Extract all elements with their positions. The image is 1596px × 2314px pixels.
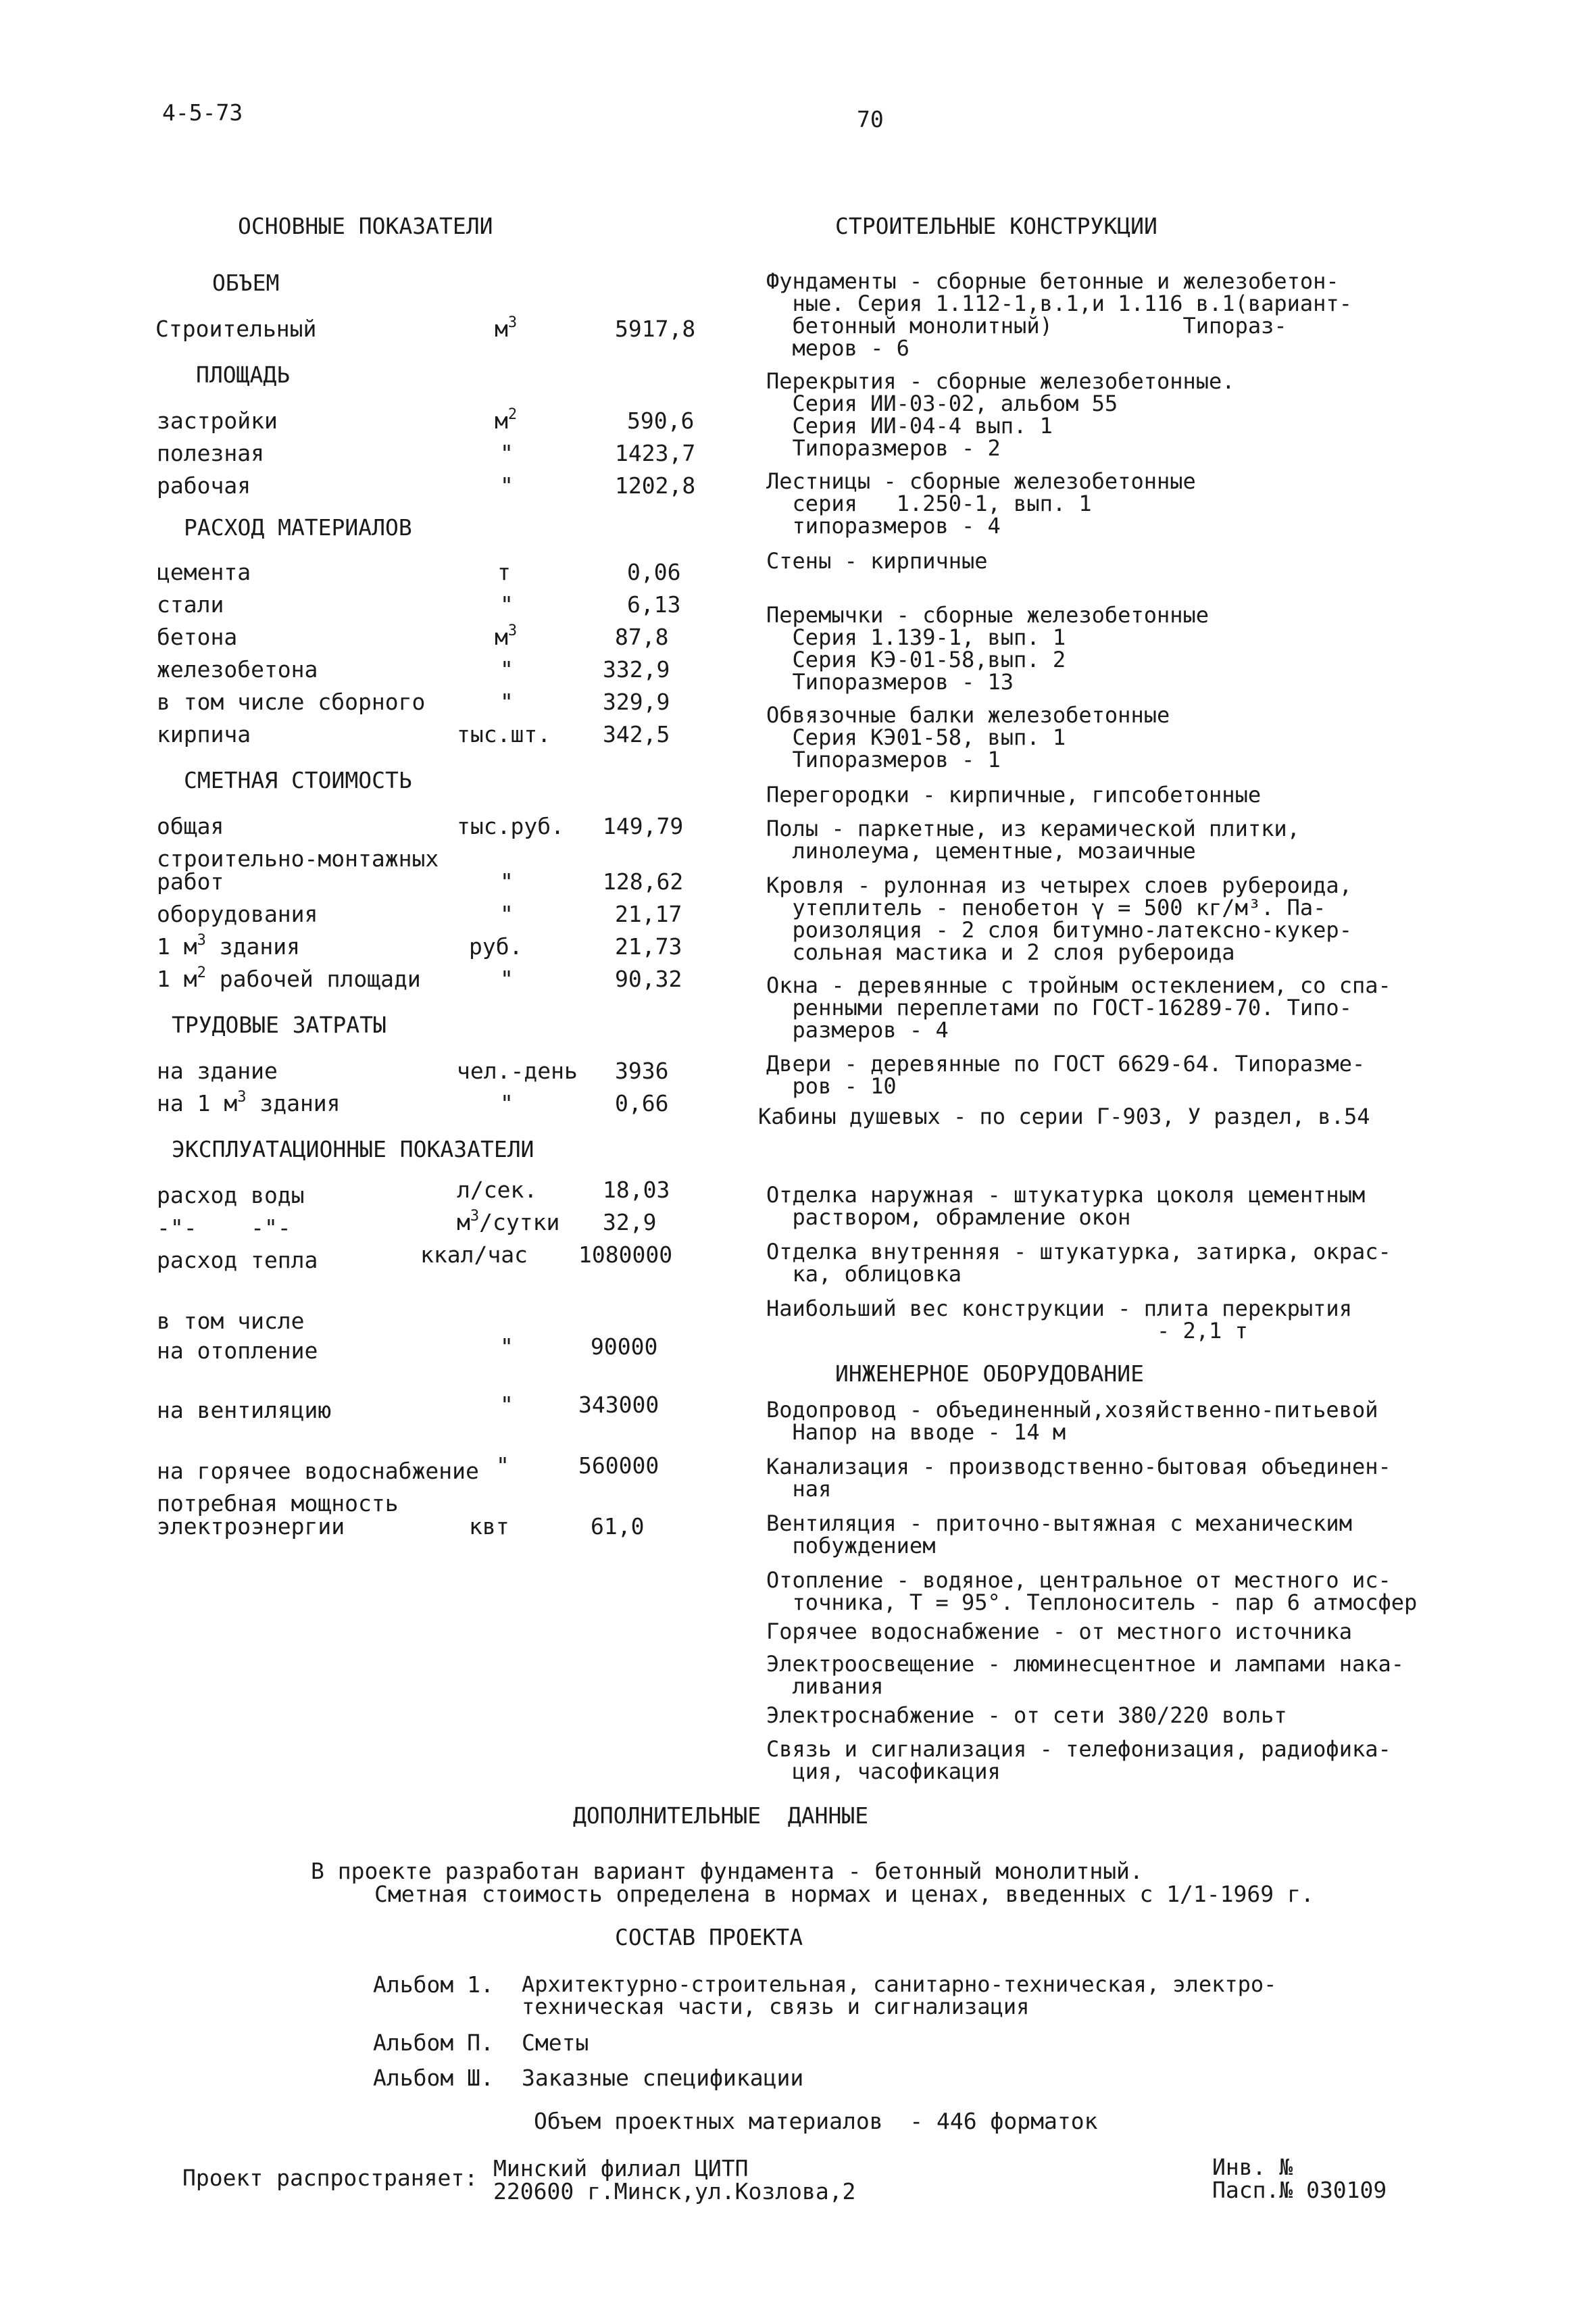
row-label: в том числе сборного [157,689,426,715]
row-label: кирпича [157,721,251,747]
row-value: 149,79 [603,813,684,839]
constr-doors: Двери - деревянные по ГОСТ 6629-64. Типоразме- ров - 10 [766,1051,1366,1099]
constr-beams: Обвязочные балки железобетонные Серия КЭ01-58, вып. 1 Типоразмеров - 1 [766,702,1170,772]
distributor-address: 220600 г.Минск,ул.Козлова,2 [493,2178,856,2205]
row-label: цемента [157,559,251,585]
row-value: 5917,8 [615,316,696,342]
row-label: на 1 $м^3$ здания [157,1089,341,1116]
row-label: на здание [157,1058,278,1084]
constr-floors: Перекрытия - сборные железобетонные. Серия ИИ-03-02, альбом 55 Серия ИИ-04-4 вып. 1 Типоразмеров - 2 [766,368,1235,461]
constr-stairs: Лестницы - сборные железобетонные серия 1.250-1, вып. 1 типоразмеров - 4 [766,468,1196,539]
row-unit: " [500,656,514,683]
volume-heading: ОБЪЕМ [212,270,280,296]
additional-line-1: В проекте разработан вариант фундамента - бетонный монолитный. [311,1858,1143,1884]
row-unit: " [500,966,514,992]
row-value: 343000 [578,1392,659,1418]
row-label: железобетона [157,656,318,683]
row-label: расход тепла [157,1247,318,1273]
album-label: Альбом П. [373,2029,494,2056]
row-label: рабочая [157,472,251,499]
labor-heading: ТРУДОВЫЕ ЗАТРАТЫ [172,1012,386,1038]
row-unit: руб. [469,933,523,960]
area-heading: ПЛОЩАДЬ [196,362,291,388]
constr-foundations: Фундаменты - сборные бетонные и железобетон- ные. Серия 1.112-1,в.1,и 1.116 в.1(вариант- бетонный монолитный) Типораз- меров - 6 [766,268,1352,361]
row-label: общая [157,813,224,839]
cost-heading: СМЕТНАЯ СТОИМОСТЬ [184,767,412,793]
additional-line-2: Сметная стоимость определена в нормах и ценах, введенных с 1/1-1969 г. [374,1881,1314,1907]
operation-heading: ЭКСПЛУАТАЦИОННЫЕ ПОКАЗАТЕЛИ [172,1136,534,1162]
eng-power: Электроснабжение - от сети 380/220 вольт [766,1702,1287,1728]
eng-ventilation: Вентиляция - приточно-вытяжная с механическим побуждением [766,1510,1352,1558]
row-unit: " [500,1090,514,1116]
row-label: в том числе [157,1308,305,1334]
row-value: 21,73 [615,933,682,960]
row-value: 1080000 [578,1241,673,1268]
row-value: 128,62 [603,868,684,895]
passport-number: Пасп.№ 030109 [1212,2177,1387,2203]
max-weight: Наибольший вес конструкции - плита перекрытия - 2,1 т [766,1296,1352,1344]
eng-communications: Связь и сигнализация - телефонизация, радиофика- ция, часофикация [766,1736,1391,1784]
row-value: 590,6 [627,408,695,434]
row-value: 90,32 [615,966,682,992]
row-value: 1423,7 [615,440,696,466]
row-label: бетона [157,624,238,650]
constr-partitions: Перегородки - кирпичные, гипсобетонные [766,782,1262,808]
row-unit: $м^3$ [495,622,518,650]
row-value: 21,17 [615,901,682,927]
eng-hot-water: Горячее водоснабжение - от местного источника [766,1619,1352,1644]
row-value: 0,66 [615,1090,669,1116]
left-title: ОСНОВНЫЕ ПОКАЗАТЕЛИ [238,213,493,239]
row-label: потребная мощность [157,1490,399,1517]
constr-flooring: Полы - паркетные, из керамической плитки, линолеума, цементные, мозаичные [766,816,1300,864]
materials-heading: РАСХОД МАТЕРИАЛОВ [184,514,412,541]
inventory-number: Инв. № [1212,2154,1293,2180]
row-value: 32,9 [603,1209,657,1235]
materials-volume: Объем проектных материалов - 446 форматок [534,2108,1098,2134]
row-unit: $м^2$ [495,406,518,434]
row-label: застройки [157,408,278,434]
page-number: 70 [857,106,884,132]
eng-heating: Отопление - водяное, центральное от местного ис- точника, Т = 95°. Теплоноситель - пар 6 атмосфер [766,1567,1418,1615]
row-unit: л/сек. [457,1177,538,1203]
engineering-title: ИНЖЕНЕРНОЕ ОБОРУДОВАНИЕ [835,1360,1144,1387]
constr-roof: Кровля - рулонная из четырех слоев рубероида, утеплитель - пенобетон γ = 500 кг/м³. Па- роизоляция - 2 слоя битумно-латексно-кукер- сольная мастика и 2 слоя рубероида [766,872,1352,965]
album-text: Сметы [522,2029,589,2056]
row-unit: " [500,689,514,715]
row-value: 342,5 [603,721,670,747]
row-value: 329,9 [603,689,670,715]
constr-lintels: Перемычки - сборные железобетонные Серия 1.139-1, вып. 1 Серия КЭ-01-58,вып. 2 Типоразмеров - 13 [766,602,1210,695]
row-value: 0,06 [627,559,681,585]
row-unit: " [500,472,514,499]
row-label: Строительный [155,316,317,342]
additional-title: ДОПОЛНИТЕЛЬНЫЕ ДАННЫЕ [573,1802,869,1829]
row-unit: т [497,559,511,585]
row-label: оборудования [157,901,318,927]
row-value: 6,13 [627,591,681,618]
row-unit: чел.-день [457,1058,578,1084]
doc-code: 4-5-73 [162,99,243,126]
row-unit: " [500,440,514,466]
row-label: 1 $м^3$ здания [157,932,300,960]
row-value: 18,03 [603,1177,670,1203]
row-label: на горячее водоснабжение [157,1458,479,1484]
row-unit: " [500,591,514,618]
row-label-cont: электроэнергии [157,1513,345,1540]
album-label: Альбом 1. [373,1971,494,1998]
finish-exterior: Отделка наружная - штукатурка цоколя цементным раствором, обрамление окон [766,1182,1366,1230]
row-value: 1202,8 [615,472,696,499]
constr-windows: Окна - деревянные с тройным остеклением, со спа- ренными переплетами по ГОСТ-16289-70. Типо- размеров - 4 [766,973,1391,1043]
row-unit: " [496,1452,509,1479]
row-label: -"- -"- [157,1214,291,1241]
row-unit: " [500,868,514,895]
album-text: Архитектурно-строительная, санитарно-техническая, электро- техническая части, связь и сигнализация [522,1971,1277,2019]
distributor-label: Проект распространяет: [182,2165,478,2191]
constr-showers: Кабины душевых - по серии Г-903, У раздел, в.54 [758,1104,1370,1129]
row-value: 87,8 [615,624,669,650]
row-value: 61,0 [591,1513,645,1540]
row-value: 332,9 [603,656,670,683]
row-label: 1 $м^2$ рабочей площади [157,964,421,992]
eng-water: Водопровод - объединенный,хозяйственно-питьевой Напор на вводе - 14 м [766,1397,1378,1445]
row-label-cont: на отопление [157,1337,318,1364]
row-label: полезная [157,440,264,466]
row-label: стали [157,591,224,618]
row-unit: $м^3$ [495,314,518,342]
row-unit: " [500,901,514,927]
row-value: 3936 [615,1058,669,1084]
composition-title: СОСТАВ ПРОЕКТА [615,1924,803,1950]
right-title: СТРОИТЕЛЬНЫЕ КОНСТРУКЦИИ [835,213,1157,239]
finish-interior: Отделка внутренняя - штукатурка, затирка, окрас- ка, облицовка [766,1239,1391,1287]
distributor-name: Минский филиал ЦИТП [493,2155,749,2182]
row-unit: тыс.шт. [457,721,551,747]
row-value: 90000 [591,1333,658,1360]
row-unit: " [500,1392,514,1418]
row-label-cont: работ [157,868,224,895]
row-label: расход воды [157,1182,305,1208]
constr-walls: Стены - кирпичные [766,548,988,574]
album-label: Альбом Ш. [373,2065,494,2091]
row-label: на вентиляцию [157,1397,332,1423]
row-unit: ккал/час [420,1241,528,1268]
row-value: 560000 [578,1452,659,1479]
row-label: строительно-монтажных [157,845,439,872]
row-unit: $м^3$/сутки [457,1208,560,1235]
row-unit: тыс.руб. [457,813,564,839]
row-unit: квт [469,1513,509,1540]
album-text: Заказные спецификации [522,2065,804,2091]
eng-lighting: Электроосвещение - люминесцентное и лампами нака- ливания [766,1651,1405,1699]
eng-sewer: Канализация - производственно-бытовая объединен- ная [766,1454,1391,1502]
row-unit: " [500,1333,514,1360]
